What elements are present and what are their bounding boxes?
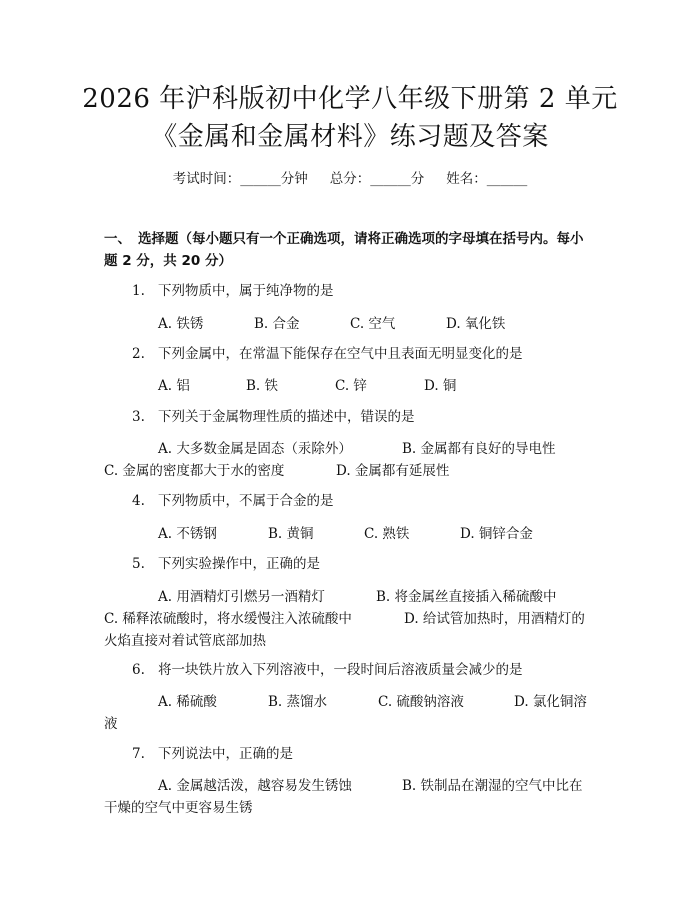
exam-student-name: 姓名：______: [446, 171, 528, 187]
question-1: [104, 280, 600, 302]
question-text: 下列关于金属物理性质的描述中，错误的是: [158, 409, 415, 425]
question-3: [104, 406, 600, 428]
option-c: C. 金属的密度都大于水的密度: [104, 463, 285, 479]
option-c: C. 空气: [350, 316, 396, 332]
option-b: B. 合金: [254, 316, 300, 332]
option-b-continued: 干燥的空气中更容易生锈: [104, 800, 253, 816]
exam-meta: [0, 170, 700, 188]
option-b: B. 铁制品在潮湿的空气中比在: [402, 778, 583, 794]
section-number: 一、: [104, 231, 131, 247]
option-a: A. 铝: [158, 378, 190, 394]
question-text: 下列物质中，属于纯净物的是: [158, 283, 334, 299]
exam-total-score: 总分：______分: [329, 171, 425, 187]
question-text: 下列实验操作中，正确的是: [158, 556, 320, 572]
question-text: 将一块铁片放入下列溶液中，一段时间后溶液质量会减少的是: [158, 662, 523, 678]
option-a: A. 大多数金属是固态（汞除外）: [158, 441, 352, 457]
option-b: B. 将金属丝直接插入稀硫酸中: [376, 589, 557, 605]
question-index: 1.: [132, 283, 145, 299]
option-d-continued: 火焰直接对着试管底部加热: [104, 633, 266, 649]
option-c: C. 稀释浓硫酸时，将水缓慢注入浓硫酸中: [104, 611, 352, 627]
section-heading-line2: 题 2 分，共 20 分）: [104, 253, 232, 269]
option-c: C. 硫酸钠溶液: [378, 694, 464, 710]
question-text: 下列说法中，正确的是: [158, 746, 293, 762]
option-a: A. 金属越活泼，越容易发生锈蚀: [158, 778, 352, 794]
question-7-options: [104, 775, 600, 819]
section-heading: [104, 228, 600, 272]
option-d-continued: 液: [104, 716, 118, 732]
document-title-line2: 《金属和金属材料》练习题及答案: [151, 122, 549, 152]
option-c: C. 熟铁: [364, 526, 410, 542]
option-d: D. 氯化铜溶: [514, 694, 587, 710]
exam-time: 考试时间：______分钟: [172, 171, 308, 187]
question-index: 2.: [132, 346, 145, 362]
question-4-options: [104, 523, 600, 545]
question-index: 5.: [132, 556, 145, 572]
option-a: A. 不锈钢: [158, 526, 217, 542]
section-heading-line1: 选择题（每小题只有一个正确选项，请将正确选项的字母填在括号内。每小: [138, 231, 584, 247]
option-b: B. 黄铜: [268, 526, 314, 542]
question-5: [104, 553, 600, 575]
document-title-line1: 2026 年沪科版初中化学八年级下册第 2 单元: [82, 84, 618, 114]
option-d: D. 铜锌合金: [460, 526, 533, 542]
option-a: A. 铁锈: [158, 316, 204, 332]
question-1-options: [104, 313, 600, 335]
option-d: D. 铜: [424, 378, 457, 394]
option-d: D. 金属都有延展性: [336, 463, 450, 479]
question-6: [104, 659, 600, 681]
option-d: D. 氧化铁: [446, 316, 506, 332]
question-index: 6.: [132, 662, 145, 678]
question-7: [104, 743, 600, 765]
question-2-options: [104, 375, 600, 397]
question-index: 4.: [132, 493, 145, 509]
question-2: [104, 343, 600, 365]
option-a: A. 用酒精灯引燃另一酒精灯: [158, 589, 325, 605]
option-b: B. 蒸馏水: [268, 694, 328, 710]
question-text: 下列物质中，不属于合金的是: [158, 493, 334, 509]
option-a: A. 稀硫酸: [158, 694, 217, 710]
option-d: D. 给试管加热时，用酒精灯的: [404, 611, 585, 627]
question-5-options: [104, 586, 600, 652]
question-4: [104, 490, 600, 512]
question-6-options: [104, 691, 600, 735]
question-index: 3.: [132, 409, 145, 425]
option-c: C. 锌: [335, 378, 367, 394]
question-3-options: [104, 438, 600, 482]
option-b: B. 金属都有良好的导电性: [402, 441, 556, 457]
question-index: 7.: [132, 746, 145, 762]
option-b: B. 铁: [246, 378, 279, 394]
question-text: 下列金属中，在常温下能保存在空气中且表面无明显变化的是: [158, 346, 523, 362]
